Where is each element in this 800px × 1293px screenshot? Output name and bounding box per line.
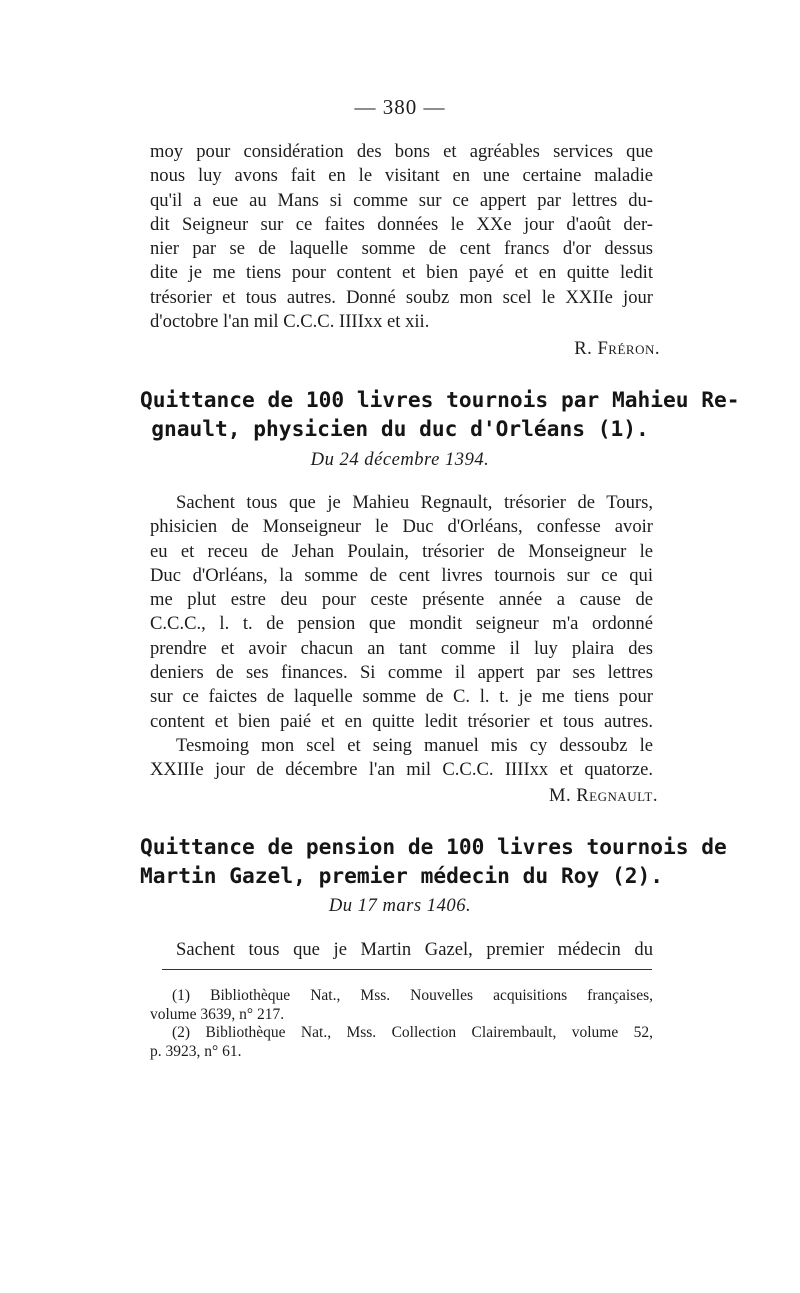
- text-line: Duc d'Orléans, la somme de cent livres tournois sur ce qui: [150, 564, 653, 586]
- text-line: eu et receu de Jehan Poulain, trésorier de Monseigneur le: [150, 540, 653, 562]
- text-line: me plut estre deu pour ceste présente année a cause de: [150, 589, 653, 611]
- page-number: — 380 —: [354, 95, 446, 119]
- text-line: moy pour considération des bons et agréables services que: [150, 141, 653, 162]
- footnote-line: (1) Bibliothèque Nat., Mss. Nouvelles acquisitions françaises,: [172, 987, 653, 1004]
- text-line: qu'il a eue au Mans si comme sur ce appert par lettres du-: [150, 189, 653, 211]
- footnote-divider: [162, 969, 652, 970]
- signature-regnault: M. Regnault.: [548, 785, 658, 806]
- signature-freron: R. Fréron.: [574, 338, 660, 359]
- text-line: content et bien paié et en quitte ledit trésorier et tous autres.: [150, 710, 653, 732]
- paragraph-regnault: [150, 491, 653, 783]
- section-title-regnault: [140, 385, 740, 443]
- text-line: C.C.C., l. t. de pension que mondit seigneur m'a ordonné: [150, 613, 653, 635]
- text-line: phisicien de Monseigneur le Duc d'Orléans, confesse avoir: [150, 516, 653, 538]
- text-line: dit Seigneur sur ce faites données le XXe jour d'août der-: [150, 213, 653, 235]
- text-line: deniers de ses finances. Si comme il appert par ses lettres: [150, 662, 653, 684]
- text-line: Sachent tous que je Martin Gazel, premier médecin du: [176, 939, 653, 960]
- paragraph-gazel: [150, 938, 653, 962]
- text-line: nier par se de laquelle somme de cent francs d'or dessus: [150, 238, 653, 260]
- paragraph-continuation: [150, 140, 653, 334]
- text-line: prendre et avoir chacun an tant comme il luy plaira des: [150, 637, 653, 659]
- text-line: trésorier et tous autres. Donné soubz mon scel le XXIIe jour: [150, 286, 653, 308]
- footnotes: [150, 987, 653, 1061]
- section-title-gazel: [140, 832, 727, 890]
- text-line: nous luy avons fait en le visitant en une certaine maladie: [150, 165, 653, 187]
- text-line: XXIIIe jour de décembre l'an mil C.C.C. IIIIxx et quatorze.: [150, 759, 653, 781]
- text-line: sur ce faictes de laquelle somme de C. l. t. je me tiens pour: [150, 686, 653, 708]
- title-line: Martin Gazel, premier médecin du Roy (2).: [140, 863, 663, 888]
- footnote-line: volume 3639, n° 217.: [150, 1005, 285, 1023]
- section-date: Du 24 décembre 1394.: [310, 449, 490, 470]
- title-line: Quittance de pension de 100 livres tournois de: [140, 834, 727, 859]
- footnote-line: (2) Bibliothèque Nat., Mss. Collection Clairembault, volume 52,: [172, 1024, 653, 1042]
- title-line: Quittance de 100 livres tournois par Mahieu Re-: [140, 387, 740, 412]
- text-line: Sachent tous que je Mahieu Regnault, trésorier de Tours,: [176, 492, 653, 513]
- footnote-line: p. 3923, n° 61.: [150, 1042, 242, 1060]
- text-line: dite je me tiens pour content et bien payé et en quitte ledit: [150, 262, 653, 284]
- section-date: Du 17 mars 1406.: [328, 895, 472, 916]
- title-line: gnault, physicien du duc d'Orléans (1).: [151, 416, 649, 441]
- text-line: d'octobre l'an mil C.C.C. IIIIxx et xii.: [150, 311, 430, 333]
- text-line: Tesmoing mon scel et seing manuel mis cy dessoubz le: [176, 734, 653, 756]
